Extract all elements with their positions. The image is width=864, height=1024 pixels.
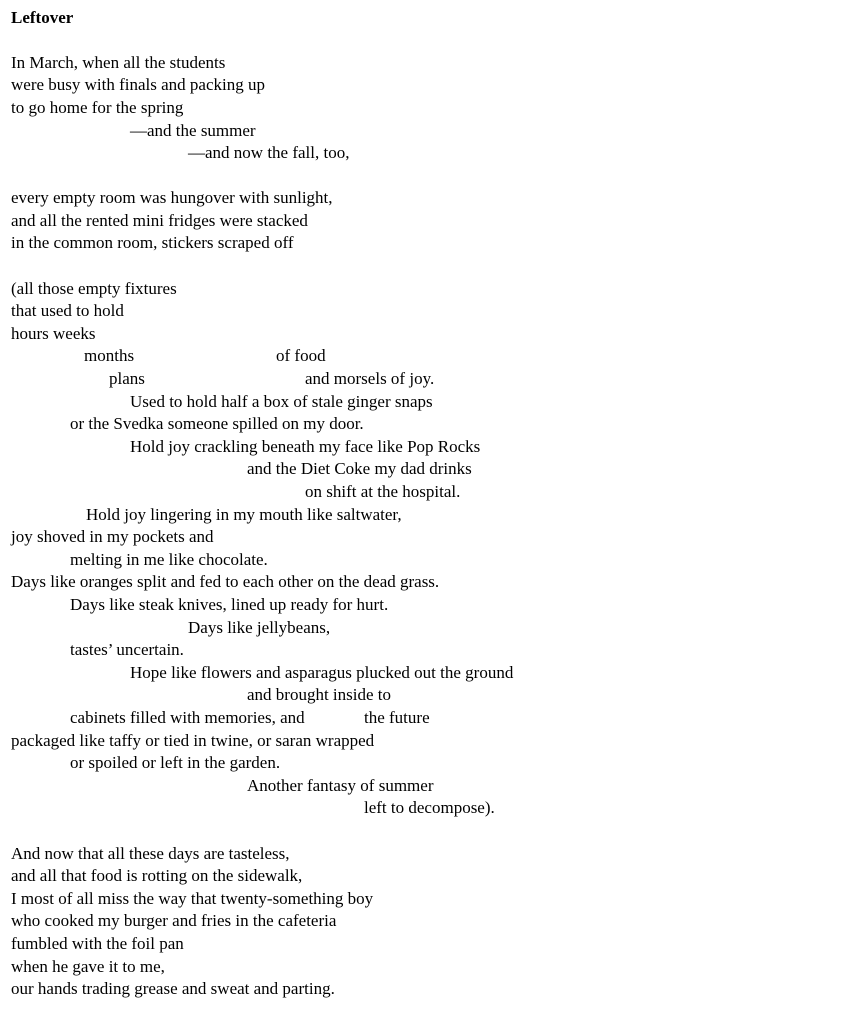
poem-line: Used to hold half a box of stale ginger snaps [130, 392, 433, 411]
poem-line: the future [364, 708, 430, 727]
poem-line: In March, when all the students [11, 53, 226, 72]
poem-line: and morsels of joy. [305, 369, 435, 388]
poem-line: who cooked my burger and fries in the cafeteria [11, 911, 337, 930]
poem-line: I most of all miss the way that twenty-something boy [11, 889, 374, 908]
poem-line: and the Diet Coke my dad drinks [247, 459, 472, 478]
poem-line: or spoiled or left in the garden. [70, 753, 281, 772]
poem-line: that used to hold [11, 301, 124, 320]
poem-line: months [84, 346, 135, 365]
poem-line: Days like jellybeans, [188, 618, 331, 637]
poem-line: in the common room, stickers scraped off [11, 233, 294, 252]
poem-line: —and the summer [130, 121, 256, 140]
poem-line: and all that food is rotting on the sidewalk, [11, 866, 303, 885]
poem-line: joy shoved in my pockets and [11, 527, 214, 546]
poem-line: packaged like taffy or tied in twine, or saran wrapped [11, 731, 375, 750]
poem-line: Days like steak knives, lined up ready for hurt. [70, 595, 389, 614]
poem-title: Leftover [11, 8, 74, 27]
poem-line: when he gave it to me, [11, 957, 165, 976]
poem-line: Days like oranges split and fed to each other on the dead grass. [11, 572, 440, 591]
poem-line: melting in me like chocolate. [70, 550, 268, 569]
poem-line: (all those empty fixtures [11, 279, 177, 298]
poem-line: or the Svedka someone spilled on my door. [70, 414, 364, 433]
poem-line: and brought inside to [247, 685, 392, 704]
poem-line: our hands trading grease and sweat and parting. [11, 979, 335, 998]
poem-line: were busy with finals and packing up [11, 75, 265, 94]
poem-line: of food [276, 346, 326, 365]
poem-line: every empty room was hungover with sunlight, [11, 188, 333, 207]
poem-line: to go home for the spring [11, 98, 184, 117]
poem-line: —and now the fall, too, [188, 143, 350, 162]
poem-line: plans [109, 369, 145, 388]
poem-line: Another fantasy of summer [247, 776, 434, 795]
poem-line: Hope like flowers and asparagus plucked out the ground [130, 663, 514, 682]
poem-line: fumbled with the foil pan [11, 934, 184, 953]
poem-line: And now that all these days are tasteless, [11, 844, 290, 863]
poem-line: Hold joy lingering in my mouth like saltwater, [86, 505, 402, 524]
poem-line: and all the rented mini fridges were stacked [11, 211, 308, 230]
poem-line: Hold joy crackling beneath my face like Pop Rocks [130, 437, 481, 456]
poem-line: cabinets filled with memories, and [70, 708, 305, 727]
poem-line: left to decompose). [364, 798, 495, 817]
poem-line: hours weeks [11, 324, 96, 343]
poem-line: tastes’ uncertain. [70, 640, 184, 659]
poem-line: on shift at the hospital. [305, 482, 461, 501]
